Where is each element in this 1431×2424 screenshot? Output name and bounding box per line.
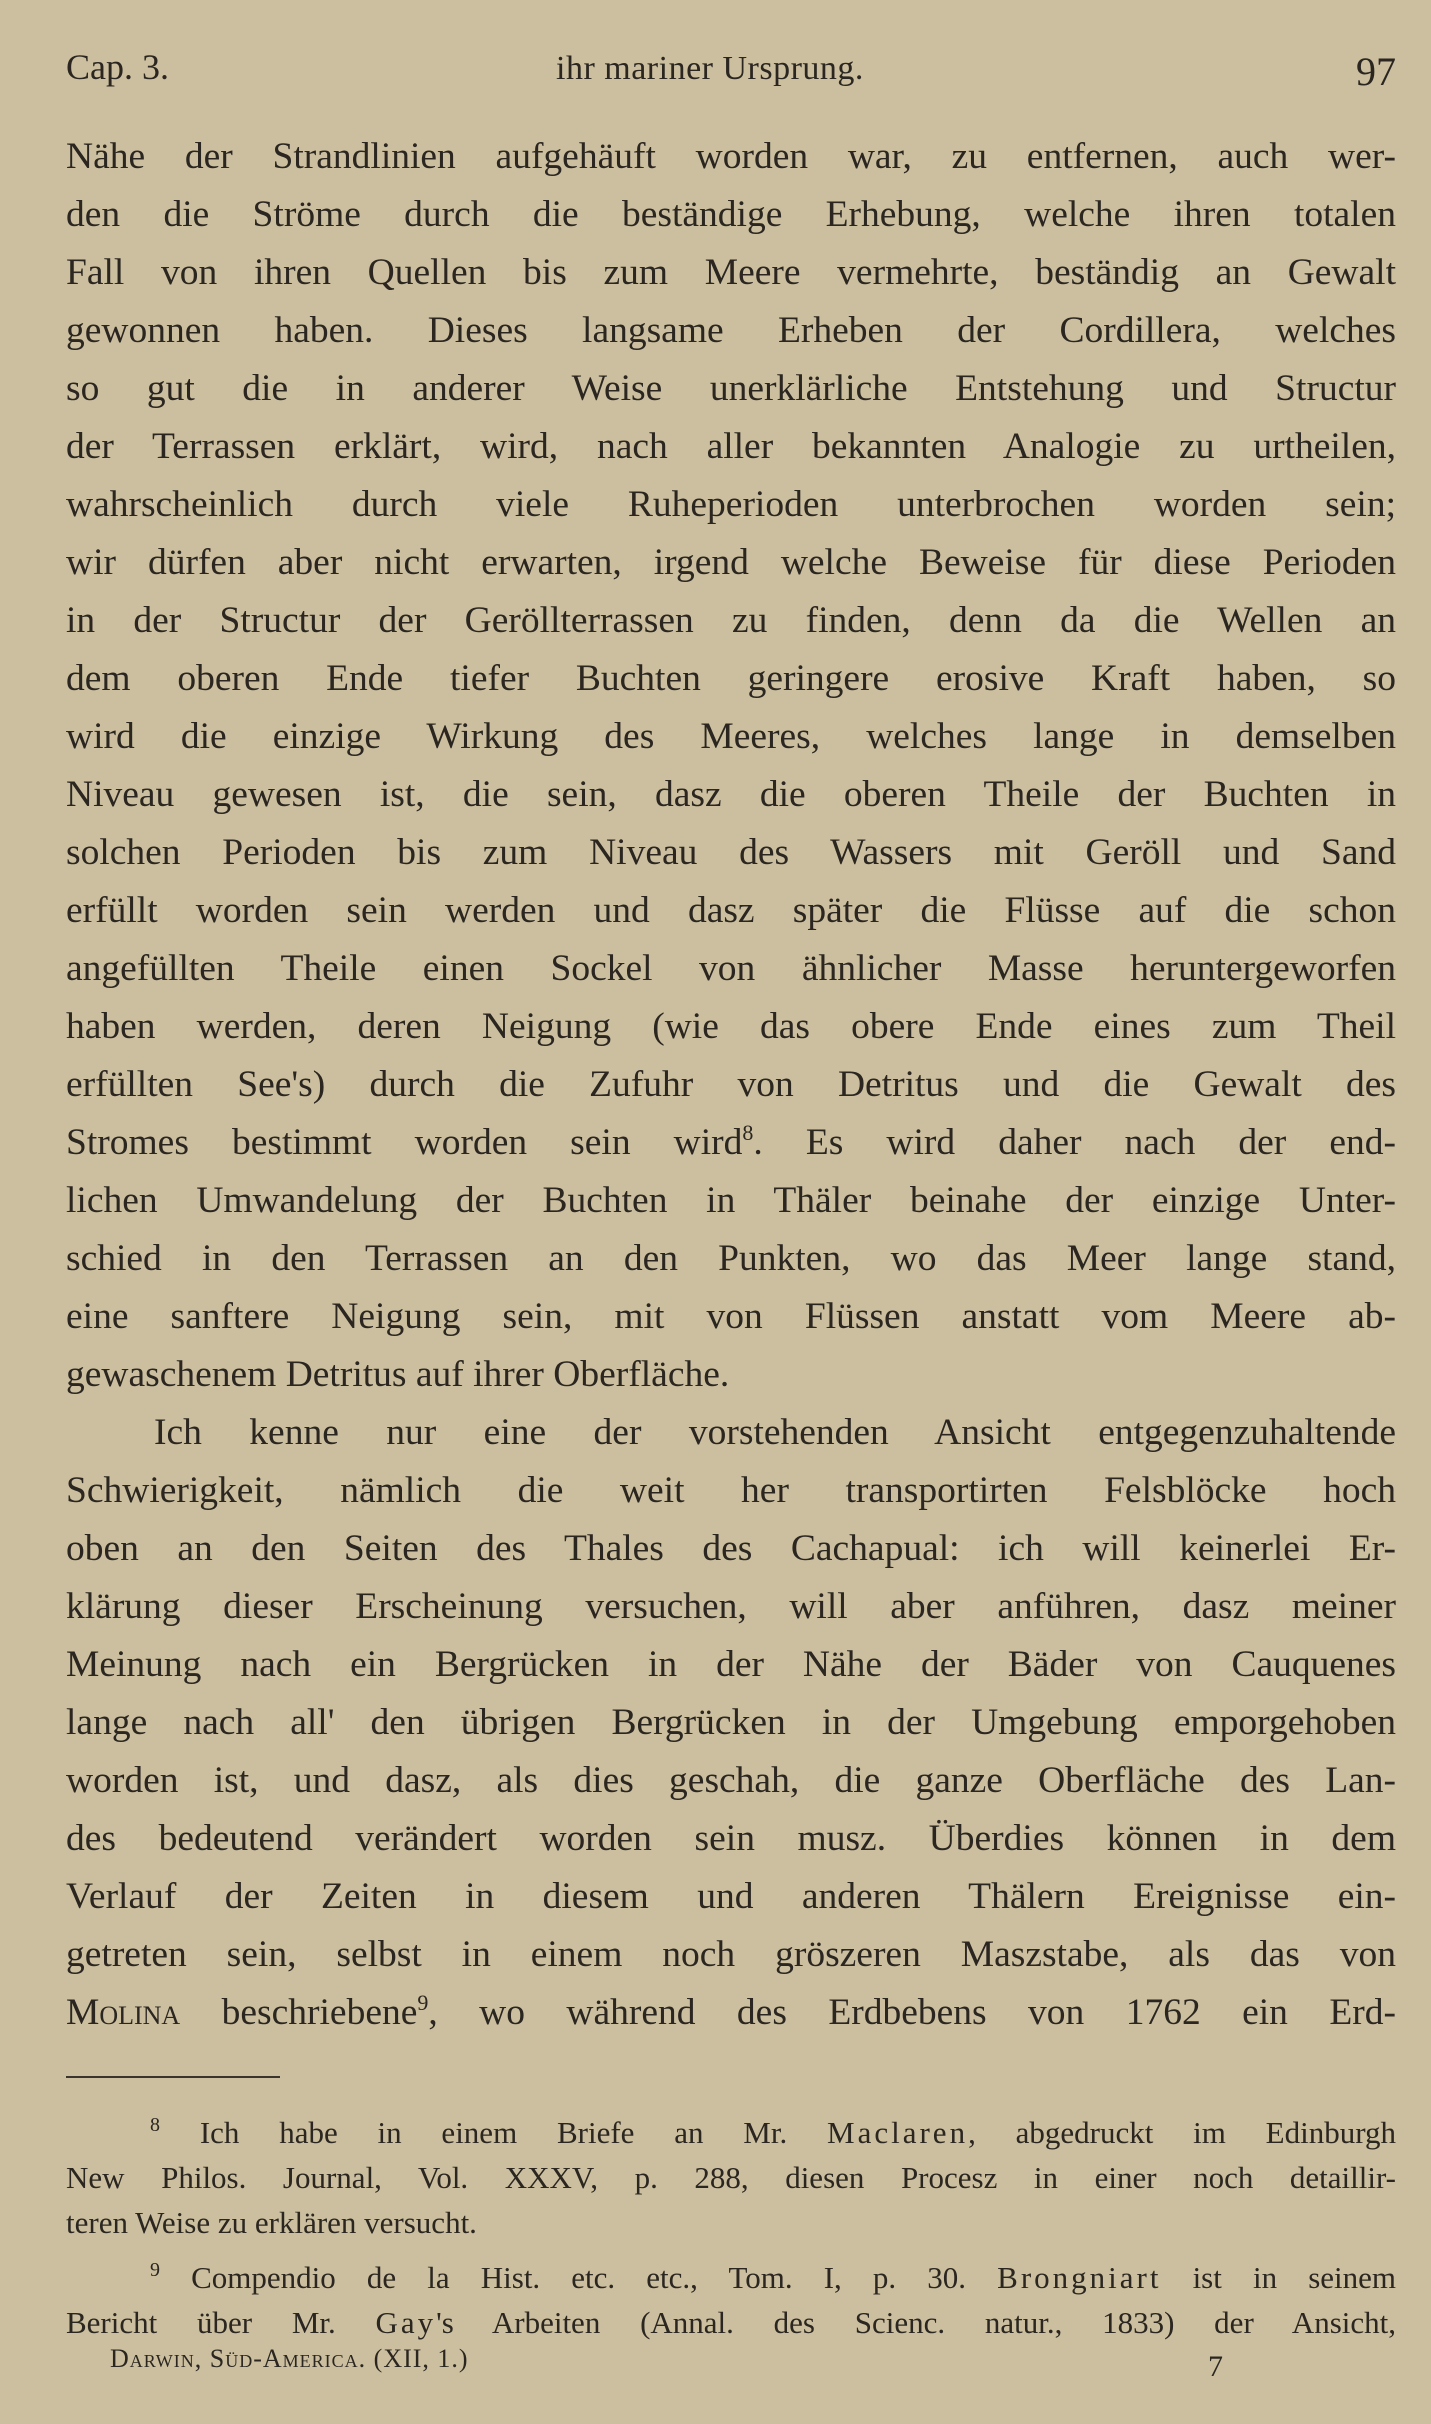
text-line: erfüllt worden sein werden und dasz später die Flüsse auf die schon	[66, 890, 1396, 931]
text-line: haben werden, deren Neigung (wie das obere Ende eines zum Theil	[66, 1006, 1396, 1047]
text-segment: Stromes bestimmt worden sein wird	[66, 1122, 743, 1163]
text-segment: Ich habe in einem Briefe an Mr.	[199, 2115, 828, 2150]
text-line: lichen Umwandelung der Buchten in Thäler beinahe der einzige Unter-	[66, 1180, 1396, 1221]
text-line: getreten sein, selbst in einem noch gröszeren Maszstabe, als das von	[66, 1934, 1396, 1975]
text-line-with-footnote-ref	[66, 1114, 1396, 1172]
text-segment: Bericht über Mr.	[66, 2305, 376, 2340]
text-line: erfüllten See's) durch die Zufuhr von Detritus und die Gewalt des	[66, 1064, 1396, 1105]
text-line: so gut die in anderer Weise unerklärliche Entstehung und Structur	[66, 368, 1396, 409]
text-line: den die Ströme durch die beständige Erhebung, welche ihren totalen	[66, 194, 1396, 235]
page-number: 97	[1356, 49, 1396, 94]
chapter-label: Cap. 3.	[66, 47, 169, 87]
running-header	[66, 38, 1396, 98]
running-title: ihr mariner Ursprung.	[556, 50, 864, 87]
text-line: oben an den Seiten des Thales des Cachapual: ich will keinerlei Er-	[66, 1528, 1396, 1569]
text-line: Meinung nach ein Bergrücken in der Nähe der Bäder von Cauquenes	[66, 1644, 1396, 1685]
signature-line	[110, 2344, 1230, 2384]
footnote-line	[66, 2300, 1396, 2345]
person-name: Gay	[375, 2305, 437, 2340]
text-line: Ich kenne nur eine der vorstehenden Ansicht entgegenzuhaltende	[154, 1412, 1396, 1453]
text-line: Niveau gewesen ist, die sein, dasz die oberen Theile der Buchten in	[66, 774, 1396, 815]
text-line: gewaschenem Detritus auf ihrer Oberfläche.	[66, 1354, 730, 1395]
footnote-ref-9[interactable]: 9	[417, 1990, 429, 2015]
text-line: der Terrassen erklärt, wird, nach aller bekannten Analogie zu urtheilen,	[66, 426, 1396, 467]
author-name: Molina	[66, 1992, 181, 2033]
text-line: Fall von ihren Quellen bis zum Meere vermehrte, beständig an Gewalt	[66, 252, 1396, 293]
text-line: schied in den Terrassen an den Punkten, wo das Meer lange stand,	[66, 1238, 1396, 1279]
text-segment: ist in seinem	[1161, 2260, 1396, 2295]
footnote-line: New Philos. Journal, Vol. XXXV, p. 288, diesen Procesz in einer noch detaillir-	[66, 2160, 1396, 2195]
footnote-8	[66, 2110, 1396, 2155]
text-line: klärung dieser Erscheinung versuchen, will aber anführen, dasz meiner	[66, 1586, 1396, 1627]
person-name: Maclaren	[827, 2115, 969, 2150]
text-line: wahrscheinlich durch viele Ruheperioden unterbrochen worden sein;	[66, 484, 1396, 525]
text-line: solchen Perioden bis zum Niveau des Wassers mit Geröll und Sand	[66, 832, 1396, 873]
text-line: Schwierigkeit, nämlich die weit her transportirten Felsblöcke hoch	[66, 1470, 1396, 1511]
footnote-9	[66, 2255, 1396, 2300]
footnote-line: teren Weise zu erklären versucht.	[66, 2205, 477, 2240]
footnote-divider	[66, 2076, 280, 2078]
text-line: angefüllten Theile einen Sockel von ähnlicher Masse heruntergeworfen	[66, 948, 1396, 989]
text-segment: beschriebene	[180, 1992, 418, 2033]
main-text	[66, 128, 1396, 2042]
text-line: in der Structur der Geröllterrassen zu finden, denn da die Wellen an	[66, 600, 1396, 641]
text-segment: . Es wird daher nach der end-	[753, 1122, 1396, 1163]
footnote-marker: 9	[150, 2259, 160, 2281]
text-line: des bedeutend verändert worden sein musz. Überdies können in dem	[66, 1818, 1396, 1859]
text-line: lange nach all' den übrigen Bergrücken in der Umgebung emporgehoben	[66, 1702, 1396, 1743]
text-line: dem oberen Ende tiefer Buchten geringere erosive Kraft haben, so	[66, 658, 1396, 699]
sheet-number: 7	[1208, 2350, 1223, 2383]
text-line: gewonnen haben. Dieses langsame Erheben der Cordillera, welches	[66, 310, 1396, 351]
footnote-marker: 8	[150, 2114, 160, 2136]
text-segment: , wo während des Erdbebens von 1762 ein Erd-	[428, 1992, 1396, 2033]
person-name: Brongniart	[997, 2260, 1162, 2295]
text-line: wir dürfen aber nicht erwarten, irgend welche Beweise für diese Perioden	[66, 542, 1396, 583]
text-segment: Compendio de la Hist. etc. etc., Tom. I, p. 30.	[191, 2260, 998, 2295]
text-line: Nähe der Strandlinien aufgehäuft worden war, zu entfernen, auch wer-	[66, 136, 1396, 177]
text-line: worden ist, und dasz, als dies geschah, die ganze Oberfläche des Lan-	[66, 1760, 1396, 1801]
text-segment: , abgedruckt im Edinburgh	[968, 2115, 1396, 2150]
text-segment: 's Arbeiten (Annal. des Scienc. natur., 1833) der Ansicht,	[436, 2305, 1396, 2340]
footnotes	[66, 2110, 1396, 2345]
text-line: eine sanftere Neigung sein, mit von Flüssen anstatt vom Meere ab-	[66, 1296, 1396, 1337]
text-line: Verlauf der Zeiten in diesem und anderen Thälern Ereignisse ein-	[66, 1876, 1396, 1917]
text-line: wird die einzige Wirkung des Meeres, welches lange in demselben	[66, 716, 1396, 757]
footnote-ref-8[interactable]: 8	[742, 1120, 754, 1145]
printer-signature: Darwin, Süd-America. (XII, 1.)	[110, 2344, 469, 2373]
text-line-with-footnote-ref	[66, 1984, 1396, 2042]
